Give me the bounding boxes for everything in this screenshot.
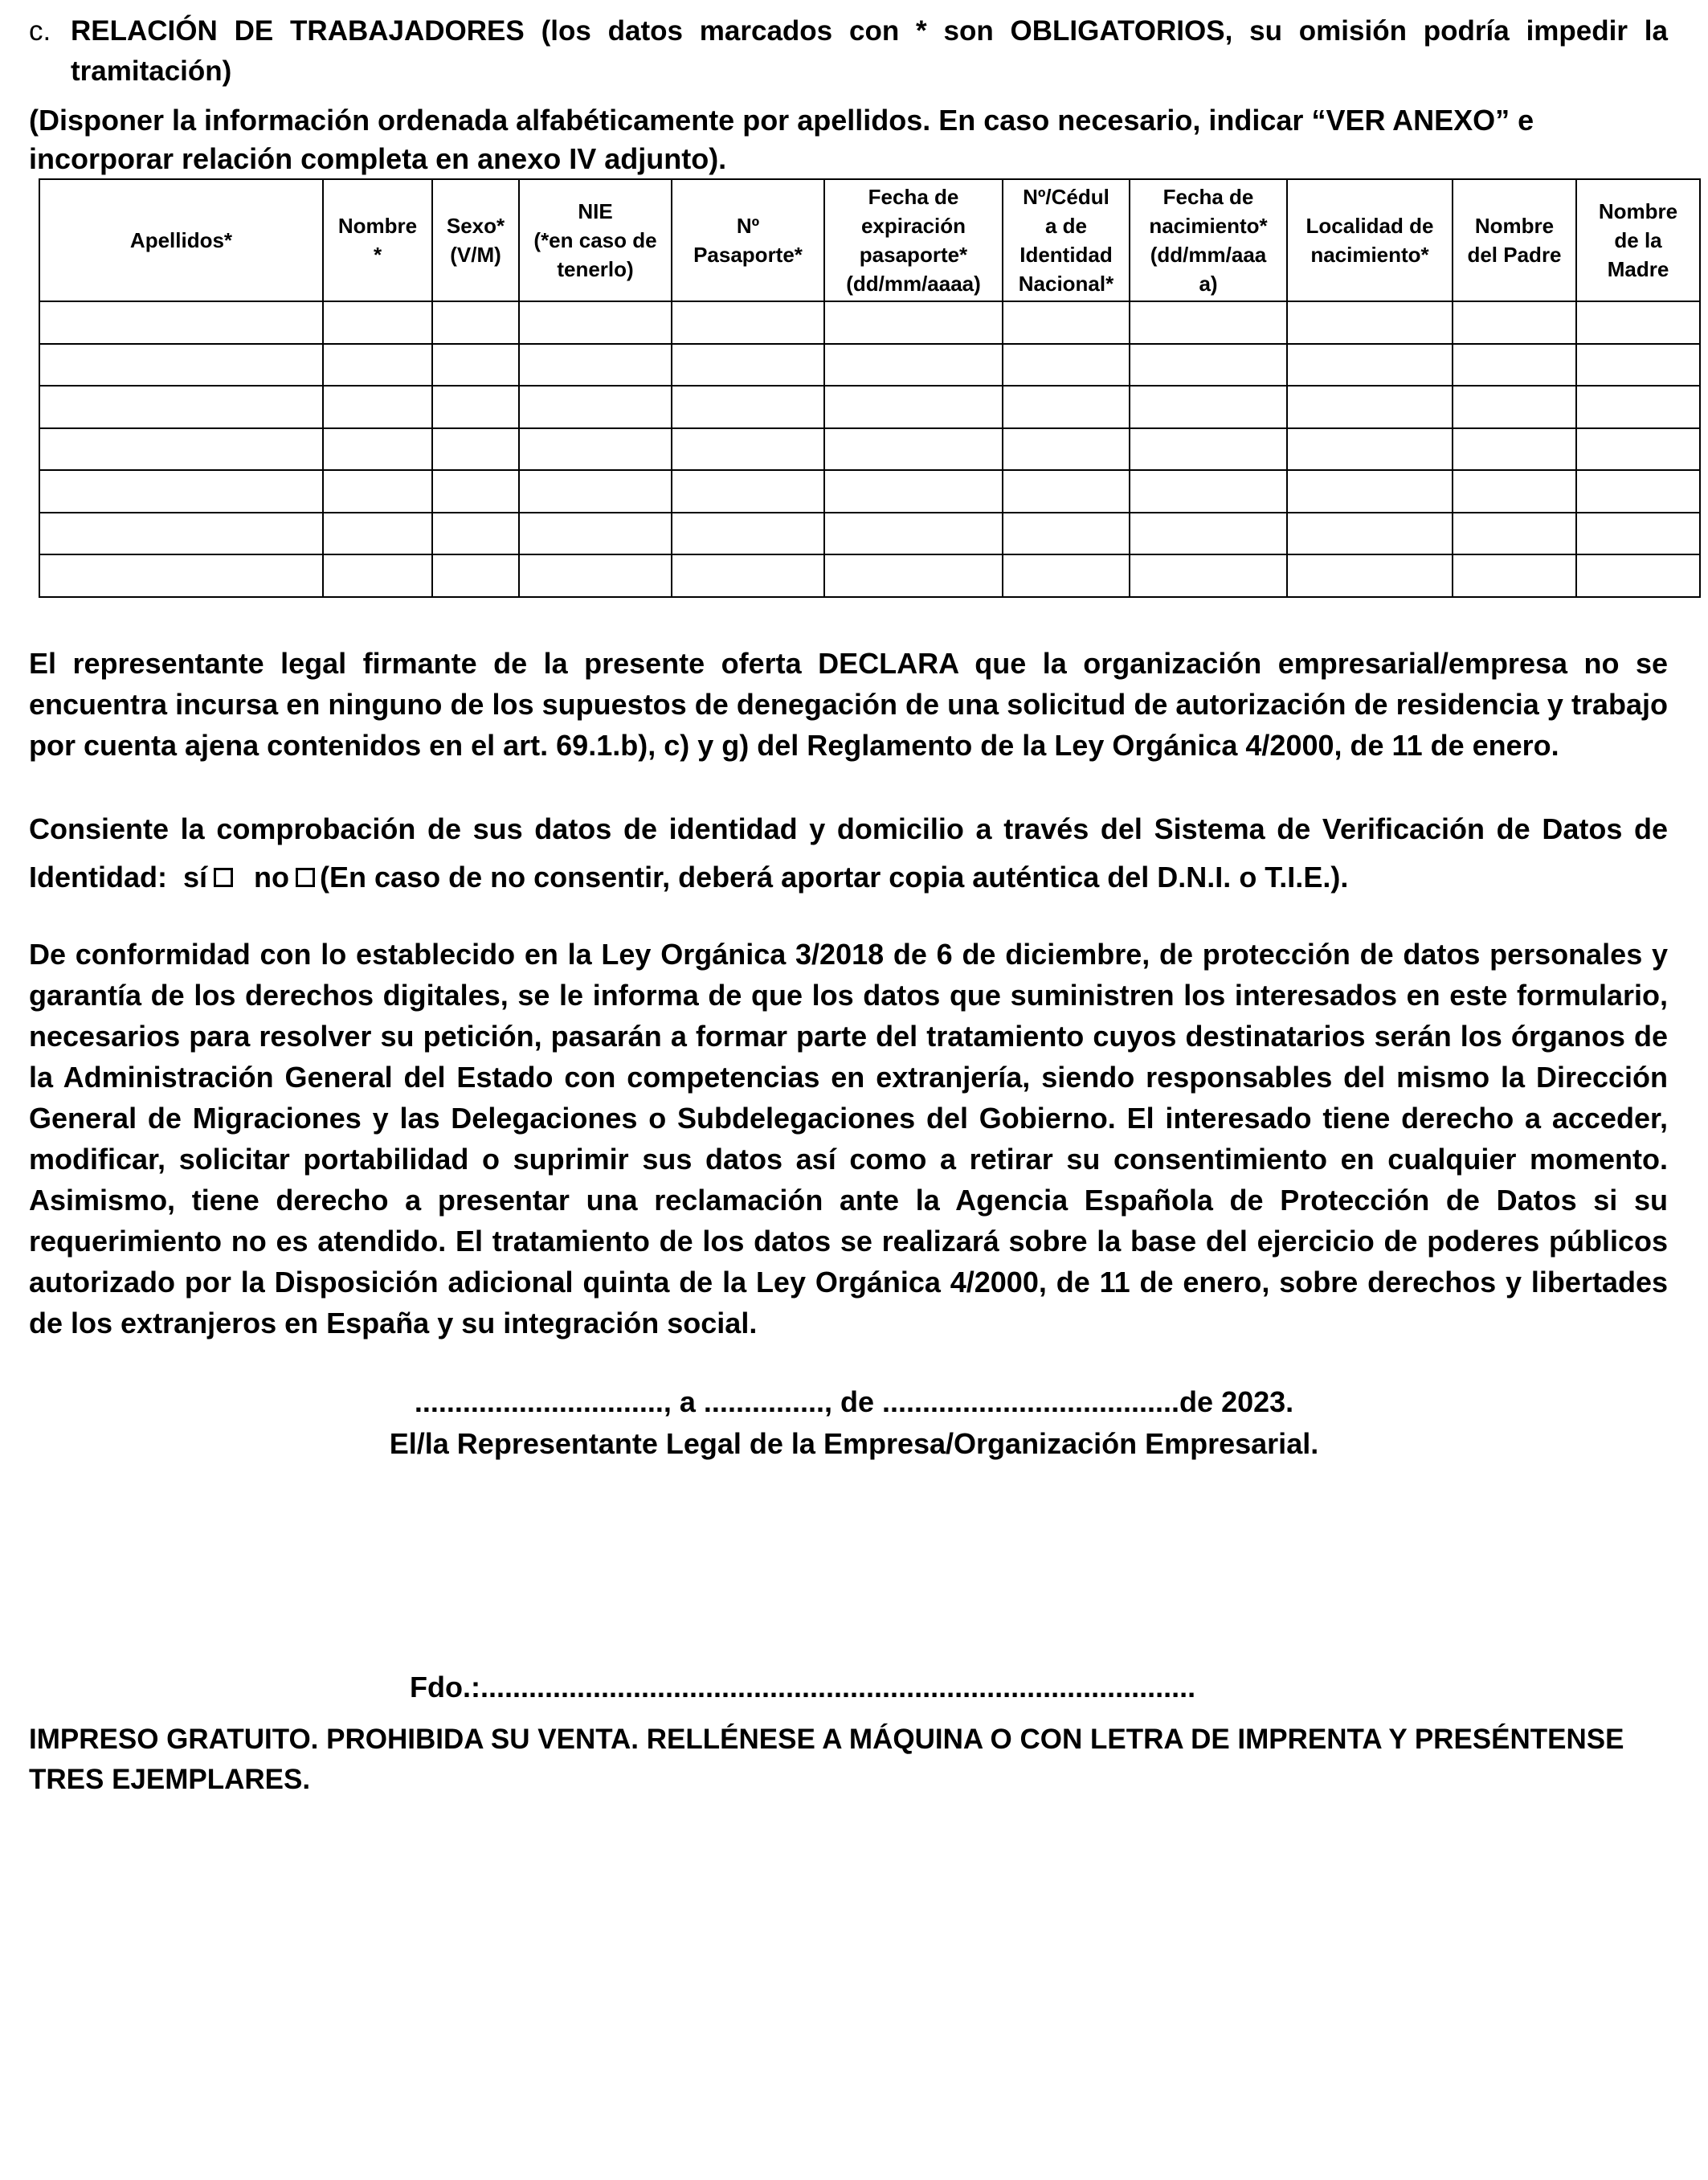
table-cell[interactable] xyxy=(519,554,672,597)
table-cell[interactable] xyxy=(519,301,672,344)
table-cell[interactable] xyxy=(1130,428,1287,471)
table-cell[interactable] xyxy=(1576,470,1700,513)
table-cell[interactable] xyxy=(1130,554,1287,597)
col-sexo: Sexo* (V/M) xyxy=(432,179,519,301)
table-cell[interactable] xyxy=(1003,428,1130,471)
table-cell[interactable] xyxy=(1130,513,1287,555)
table-cell[interactable] xyxy=(824,554,1003,597)
table-cell[interactable] xyxy=(1130,301,1287,344)
consent-note: (En caso de no consentir, deberá aportar copia auténtica del D.N.I. o T.I.E.). xyxy=(320,861,1349,894)
table-row xyxy=(39,554,1700,597)
table-cell[interactable] xyxy=(1003,554,1130,597)
table-cell[interactable] xyxy=(824,344,1003,387)
table-cell[interactable] xyxy=(672,513,824,555)
signature-line: Fdo.:......................................................................................... xyxy=(410,1671,1196,1704)
table-cell[interactable] xyxy=(1576,554,1700,597)
table-cell[interactable] xyxy=(1003,513,1130,555)
place-date-line: ..............................., a ..............., de .....................................de 2023. xyxy=(414,1385,1294,1418)
col-nombre-madre: Nombre de la Madre xyxy=(1576,179,1700,301)
consent-yes-label: sí xyxy=(183,861,208,894)
consent-yes-checkbox[interactable] xyxy=(214,868,233,887)
representative-role: El/la Representante Legal de la Empresa/Organización Empresarial. xyxy=(389,1427,1319,1460)
consent-no-checkbox[interactable] xyxy=(296,868,315,887)
table-cell[interactable] xyxy=(1287,386,1453,428)
table-cell[interactable] xyxy=(39,554,323,597)
table-cell[interactable] xyxy=(323,470,432,513)
table-cell[interactable] xyxy=(323,344,432,387)
table-cell[interactable] xyxy=(519,386,672,428)
consent-no-label: no xyxy=(254,861,290,894)
table-cell[interactable] xyxy=(1130,470,1287,513)
table-cell[interactable] xyxy=(39,513,323,555)
table-cell[interactable] xyxy=(519,470,672,513)
table-cell[interactable] xyxy=(39,301,323,344)
table-cell[interactable] xyxy=(1003,386,1130,428)
col-expiracion-pasaporte: Fecha de expiración pasaporte* (dd/mm/aaaa) xyxy=(824,179,1003,301)
footer-notice: IMPRESO GRATUITO. PROHIBIDA SU VENTA. RELLÉNESE A MÁQUINA O CON LETRA DE IMPRENTA Y PRESÉNTENSE TRES EJEMPLARES. xyxy=(29,1724,1624,1795)
table-cell[interactable] xyxy=(1130,344,1287,387)
table-row xyxy=(39,428,1700,471)
table-cell[interactable] xyxy=(1287,513,1453,555)
table-cell[interactable] xyxy=(1576,428,1700,471)
table-cell[interactable] xyxy=(1287,428,1453,471)
col-pasaporte: Nº Pasaporte* xyxy=(672,179,824,301)
table-cell[interactable] xyxy=(1576,513,1700,555)
table-cell[interactable] xyxy=(672,386,824,428)
table-cell[interactable] xyxy=(39,386,323,428)
table-header-row xyxy=(39,179,1700,301)
table-cell[interactable] xyxy=(1453,554,1576,597)
table-row xyxy=(39,386,1700,428)
col-nombre-padre: Nombre del Padre xyxy=(1453,179,1576,301)
workers-table xyxy=(39,178,1701,598)
table-cell[interactable] xyxy=(1287,301,1453,344)
col-nombre: Nombre * xyxy=(323,179,432,301)
table-cell[interactable] xyxy=(1003,344,1130,387)
table-cell[interactable] xyxy=(1453,301,1576,344)
table-cell[interactable] xyxy=(1576,344,1700,387)
table-cell[interactable] xyxy=(432,554,519,597)
table-cell[interactable] xyxy=(432,513,519,555)
table-cell[interactable] xyxy=(323,428,432,471)
table-cell[interactable] xyxy=(1453,386,1576,428)
workers-table-body xyxy=(39,301,1700,597)
table-cell[interactable] xyxy=(1130,386,1287,428)
table-cell[interactable] xyxy=(432,301,519,344)
table-cell[interactable] xyxy=(432,386,519,428)
table-row xyxy=(39,513,1700,555)
table-cell[interactable] xyxy=(824,470,1003,513)
consent-text: Consiente la comprobación de sus datos de identidad y domicilio a través del Sistema de Verificación de Datos de Identidad: xyxy=(29,812,1668,894)
col-fecha-nacimiento: Fecha de nacimiento* (dd/mm/aaa a) xyxy=(1130,179,1287,301)
col-apellidos: Apellidos* xyxy=(39,179,323,301)
table-cell[interactable] xyxy=(519,513,672,555)
table-cell[interactable] xyxy=(824,386,1003,428)
table-cell[interactable] xyxy=(824,513,1003,555)
table-cell[interactable] xyxy=(1576,386,1700,428)
table-cell[interactable] xyxy=(1453,344,1576,387)
table-cell[interactable] xyxy=(432,344,519,387)
table-cell[interactable] xyxy=(432,428,519,471)
table-cell[interactable] xyxy=(672,428,824,471)
table-cell[interactable] xyxy=(1576,301,1700,344)
table-cell[interactable] xyxy=(1003,301,1130,344)
table-cell[interactable] xyxy=(1287,344,1453,387)
table-cell[interactable] xyxy=(824,301,1003,344)
table-cell[interactable] xyxy=(323,513,432,555)
table-cell[interactable] xyxy=(1453,428,1576,471)
table-row xyxy=(39,301,1700,344)
table-cell[interactable] xyxy=(519,344,672,387)
declaration-text: El representante legal firmante de la presente oferta DECLARA que la organización empresarial/empresa no se encuentra incursa en ninguno de los supuestos de denegación de una solicitud de autorización de residencia y trabajo por cuenta ajena contenidos en el art. 69.1.b), c) y g) del Reglamento de la Ley Orgánica 4/2000, de 11 de enero. xyxy=(29,647,1668,762)
table-cell[interactable] xyxy=(1287,554,1453,597)
table-cell[interactable] xyxy=(323,301,432,344)
table-cell[interactable] xyxy=(39,428,323,471)
table-cell[interactable] xyxy=(39,344,323,387)
table-cell[interactable] xyxy=(39,470,323,513)
privacy-notice: De conformidad con lo establecido en la Ley Orgánica 3/2018 de 6 de diciembre, de protección de datos personales y garantía de los derechos digitales, se le informa de que los datos que suministren los interesados en este formulario, necesarios para resolver su petición, pasarán a formar parte del tratamiento cuyos destinatarios serán los órganos de la Administración General del Estado con competencias en extranjería, siendo responsables del mismo la Dirección General de Migraciones y las Delegaciones o Subdelegaciones del Gobierno. El interesado tiene derecho a acceder, modificar, solicitar portabilidad o suprimir sus datos así como a retirar su consentimiento en cualquier momento. Asimismo, tiene derecho a presentar una reclamación ante la Agencia Española de Protección de Datos si su requerimiento no es atendido. El tratamiento de los datos se realizará sobre la base del ejercicio de poderes públicos autorizado por la Disposición adicional quinta de la Ley Orgánica 4/2000, de 11 de enero, sobre derechos y libertades de los extranjeros en España y su integración social. xyxy=(29,938,1668,1339)
section-instructions: (Disponer la información ordenada alfabéticamente por apellidos. En caso necesario, indicar “VER ANEXO” e incorporar relación completa en anexo IV adjunto). xyxy=(29,104,1534,175)
table-cell[interactable] xyxy=(672,470,824,513)
table-cell[interactable] xyxy=(672,554,824,597)
table-cell[interactable] xyxy=(1453,470,1576,513)
table-row xyxy=(39,344,1700,387)
table-cell[interactable] xyxy=(323,554,432,597)
col-cedula-identidad: Nº/Cédul a de Identidad Nacional* xyxy=(1003,179,1130,301)
table-row xyxy=(39,470,1700,513)
table-cell[interactable] xyxy=(672,301,824,344)
section-title: RELACIÓN DE TRABAJADORES (los datos marcados con * son OBLIGATORIOS, su omisión podría impedir la tramitación) xyxy=(71,15,1668,87)
consent-paragraph xyxy=(29,805,1668,902)
table-cell[interactable] xyxy=(432,470,519,513)
table-cell[interactable] xyxy=(519,428,672,471)
table-cell[interactable] xyxy=(672,344,824,387)
col-nie: NIE (*en caso de tenerlo) xyxy=(519,179,672,301)
section-heading xyxy=(29,11,1668,92)
table-cell[interactable] xyxy=(323,386,432,428)
section-letter: c. xyxy=(29,15,51,47)
table-cell[interactable] xyxy=(824,428,1003,471)
col-localidad-nacimiento: Localidad de nacimiento* xyxy=(1287,179,1453,301)
table-cell[interactable] xyxy=(1453,513,1576,555)
table-cell[interactable] xyxy=(1003,470,1130,513)
table-cell[interactable] xyxy=(1287,470,1453,513)
